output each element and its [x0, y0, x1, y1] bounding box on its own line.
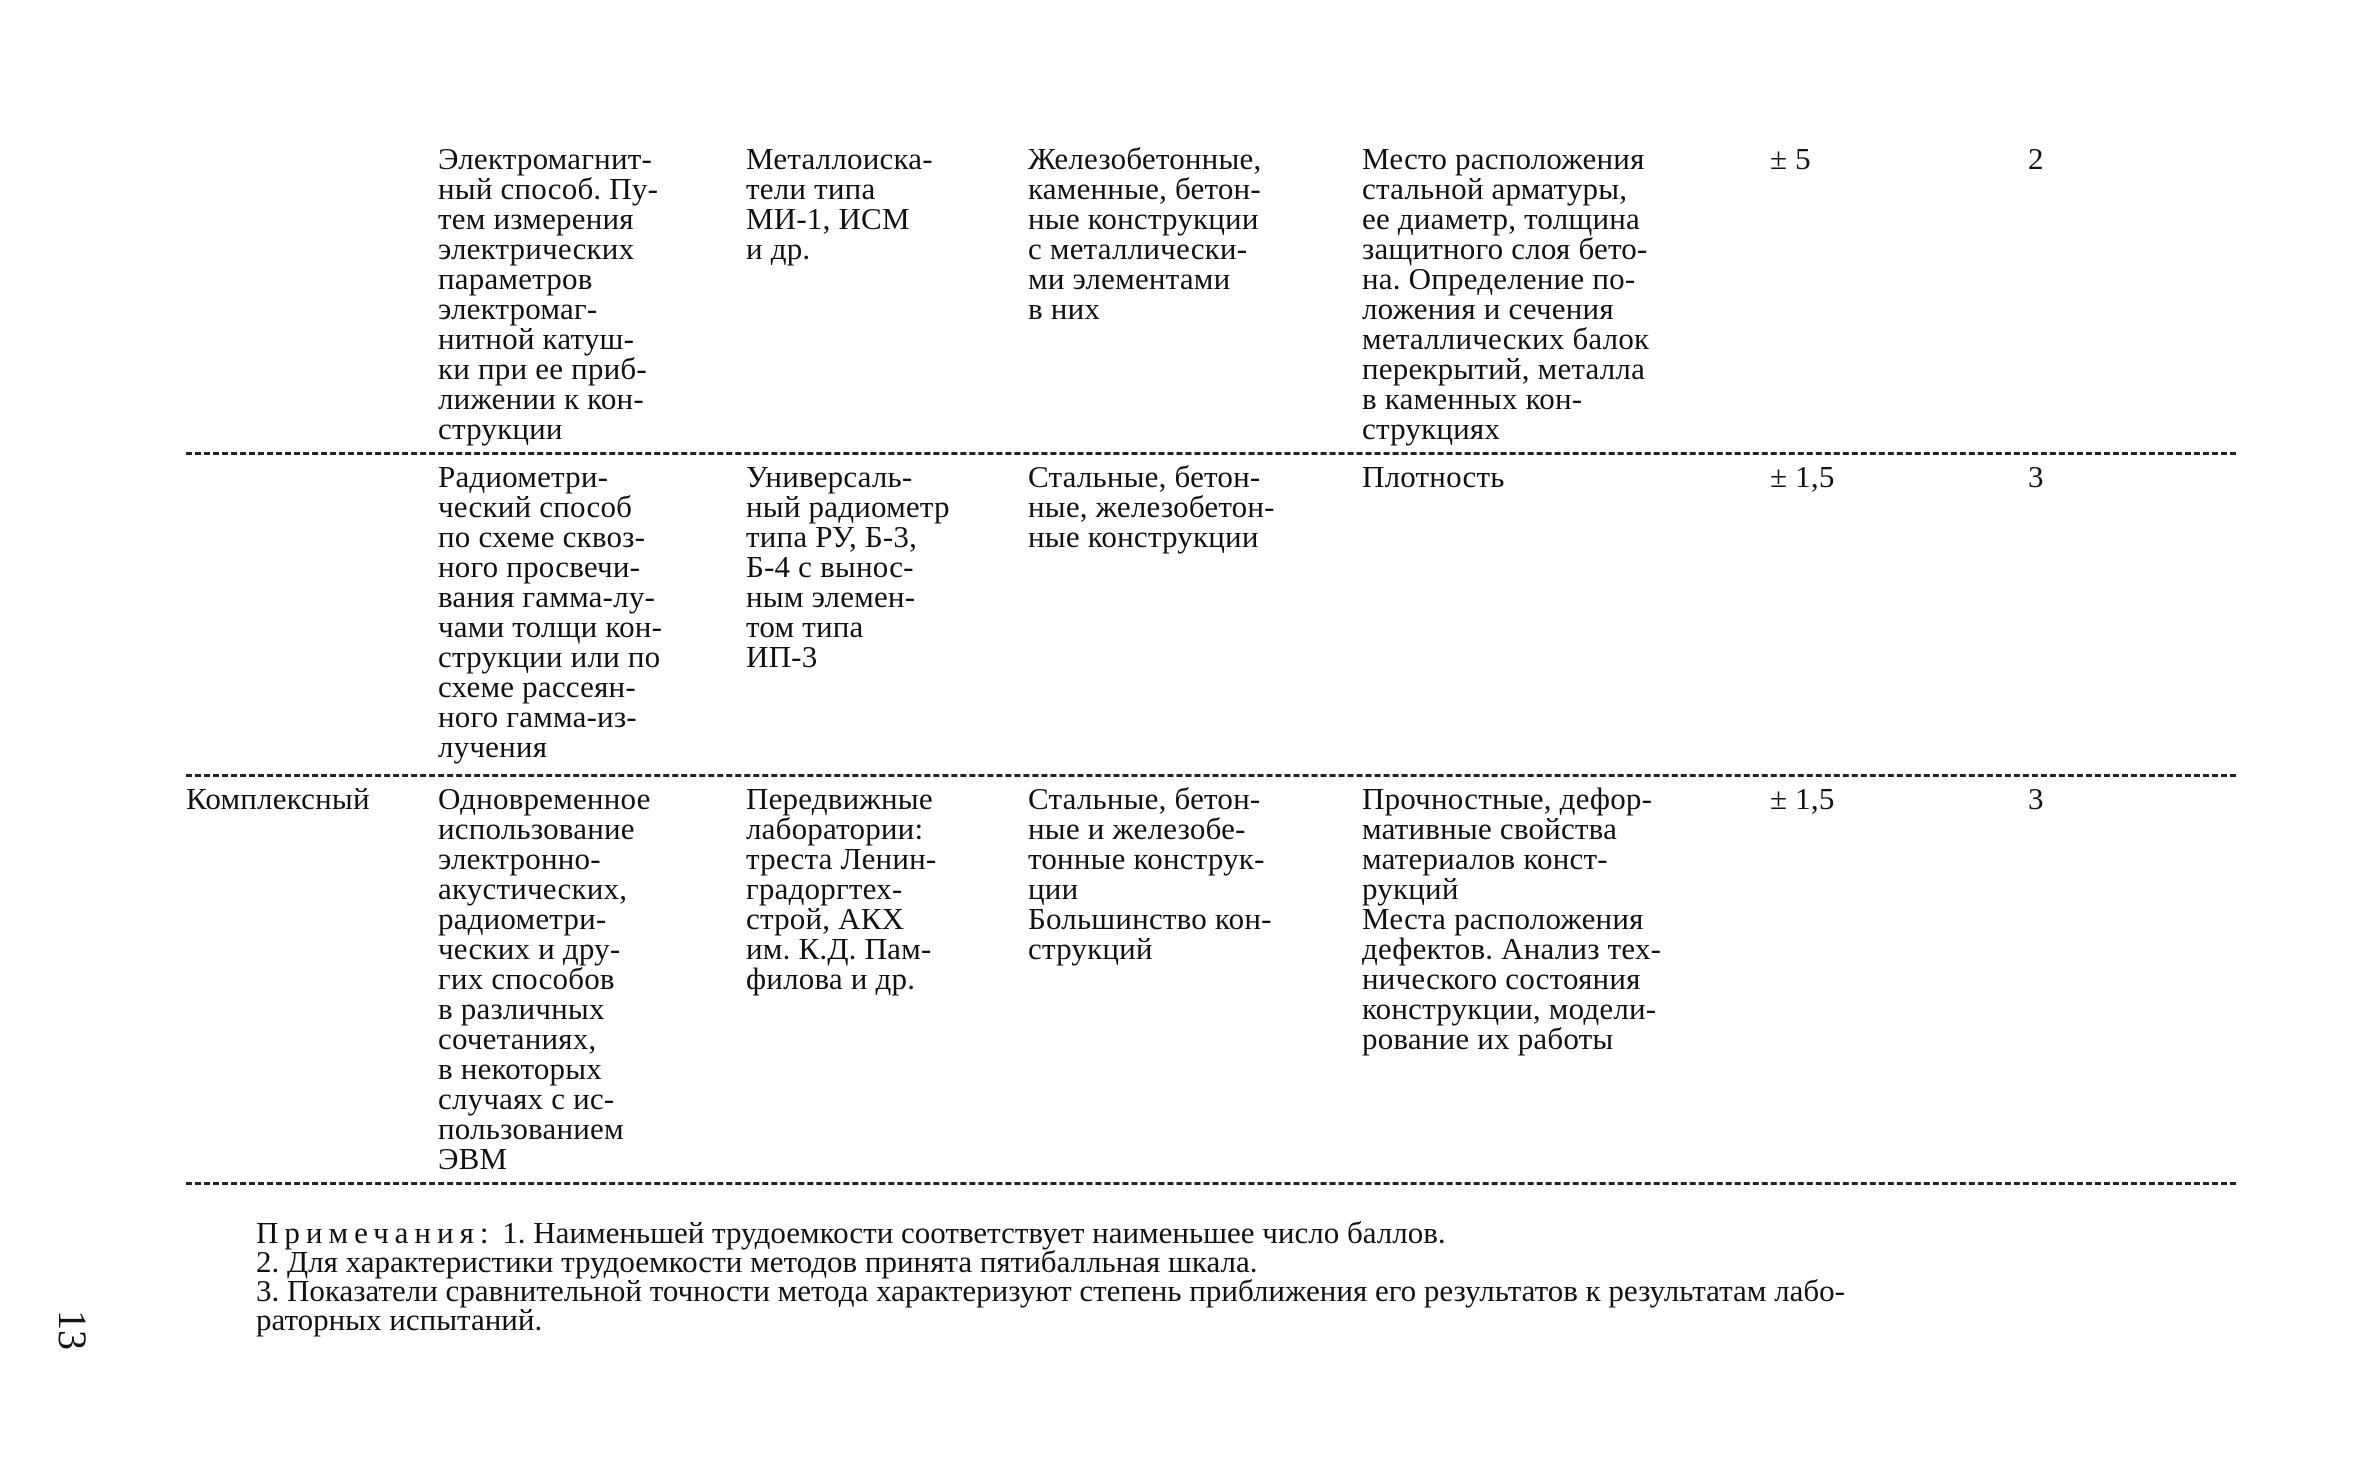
notes-line-3: 3. Показатели сравнительной точности метода характеризуют степень приближения его результатов к результатам лабо- — [256, 1273, 1845, 1308]
row2-accuracy: ± 1,5 — [1770, 459, 1835, 494]
row1-method: Электромагнит- ный способ. Пу- тем измерения электрических параметров электромаг- нитной катуш- ки при ее приб- лижении к кон- струкции — [438, 141, 659, 446]
page-number: 13 — [50, 1310, 95, 1350]
notes-text-1: 1. Наименьшей трудоемкости соответствует наименьшее число баллов. — [494, 1215, 1446, 1250]
notes-label: Примечания: — [256, 1215, 495, 1250]
row-separator — [186, 774, 2236, 777]
row2-score: 3 — [2028, 459, 2044, 494]
row1-instrument: Металлоиска- тели типа МИ-1, ИСМ и др. — [746, 141, 933, 266]
row2-instrument: Универсаль- ный радиометр типа РУ, Б-3, Б-4 с вынос- ным элемен- том типа ИП-3 — [746, 459, 950, 674]
row1-score: 2 — [2028, 141, 2044, 176]
row1-accuracy: ± 5 — [1770, 141, 1811, 176]
row3-accuracy: ± 1,5 — [1770, 781, 1835, 816]
row1-parameters: Место расположения стальной арматуры, ее диаметр, толщина защитного слоя бето- на. Определение по- ложения и сечения металлических балок перекрытий, металла в каменных кон- струкциях — [1362, 141, 1650, 446]
notes-line-4: раторных испытаний. — [256, 1302, 543, 1337]
row-separator — [186, 452, 2236, 455]
table-bottom-separator — [186, 1182, 2236, 1185]
row3-objects: Стальные, бетон- ные и железобе- тонные конструк- ции Большинство кон- струкций — [1028, 781, 1272, 966]
row1-objects: Железобетонные, каменные, бетон- ные конструкции с металлически- ми элементами в них — [1028, 141, 1262, 326]
table-notes — [256, 1215, 2236, 1337]
row3-method: Одновременное использование электронно- акустических, радиометри- ческих и дру- гих способов в различных сочетаниях, в некоторых случаях с ис- пользованием ЭВМ — [438, 781, 651, 1176]
row3-instrument: Передвижные лаборатории: треста Ленин- градоргтех- строй, АКХ им. К.Д. Пам- филова и др. — [746, 781, 937, 996]
row2-parameters: Плотность — [1362, 459, 1505, 494]
row2-method: Радиометри- ческий способ по схеме сквоз- ного просвечи- вания гамма-лу- чами толщи кон- струкции или по схеме рассеян- ного гамма-из- лучения — [438, 459, 663, 764]
notes-line-1 — [256, 1215, 2236, 1250]
row3-parameters: Прочностные, дефор- мативные свойства материалов конст- рукций Места расположения дефектов. Анализ тех- нического состояния конструкции, модели- рование их работы — [1362, 781, 1662, 1056]
row2-objects: Стальные, бетон- ные, железобетон- ные конструкции — [1028, 459, 1275, 554]
row3-score: 3 — [2028, 781, 2044, 816]
row3-group: Комплексный — [186, 781, 370, 816]
notes-line-2: 2. Для характеристики трудоемкости методов принята пятибалльная шкала. — [256, 1244, 1258, 1279]
